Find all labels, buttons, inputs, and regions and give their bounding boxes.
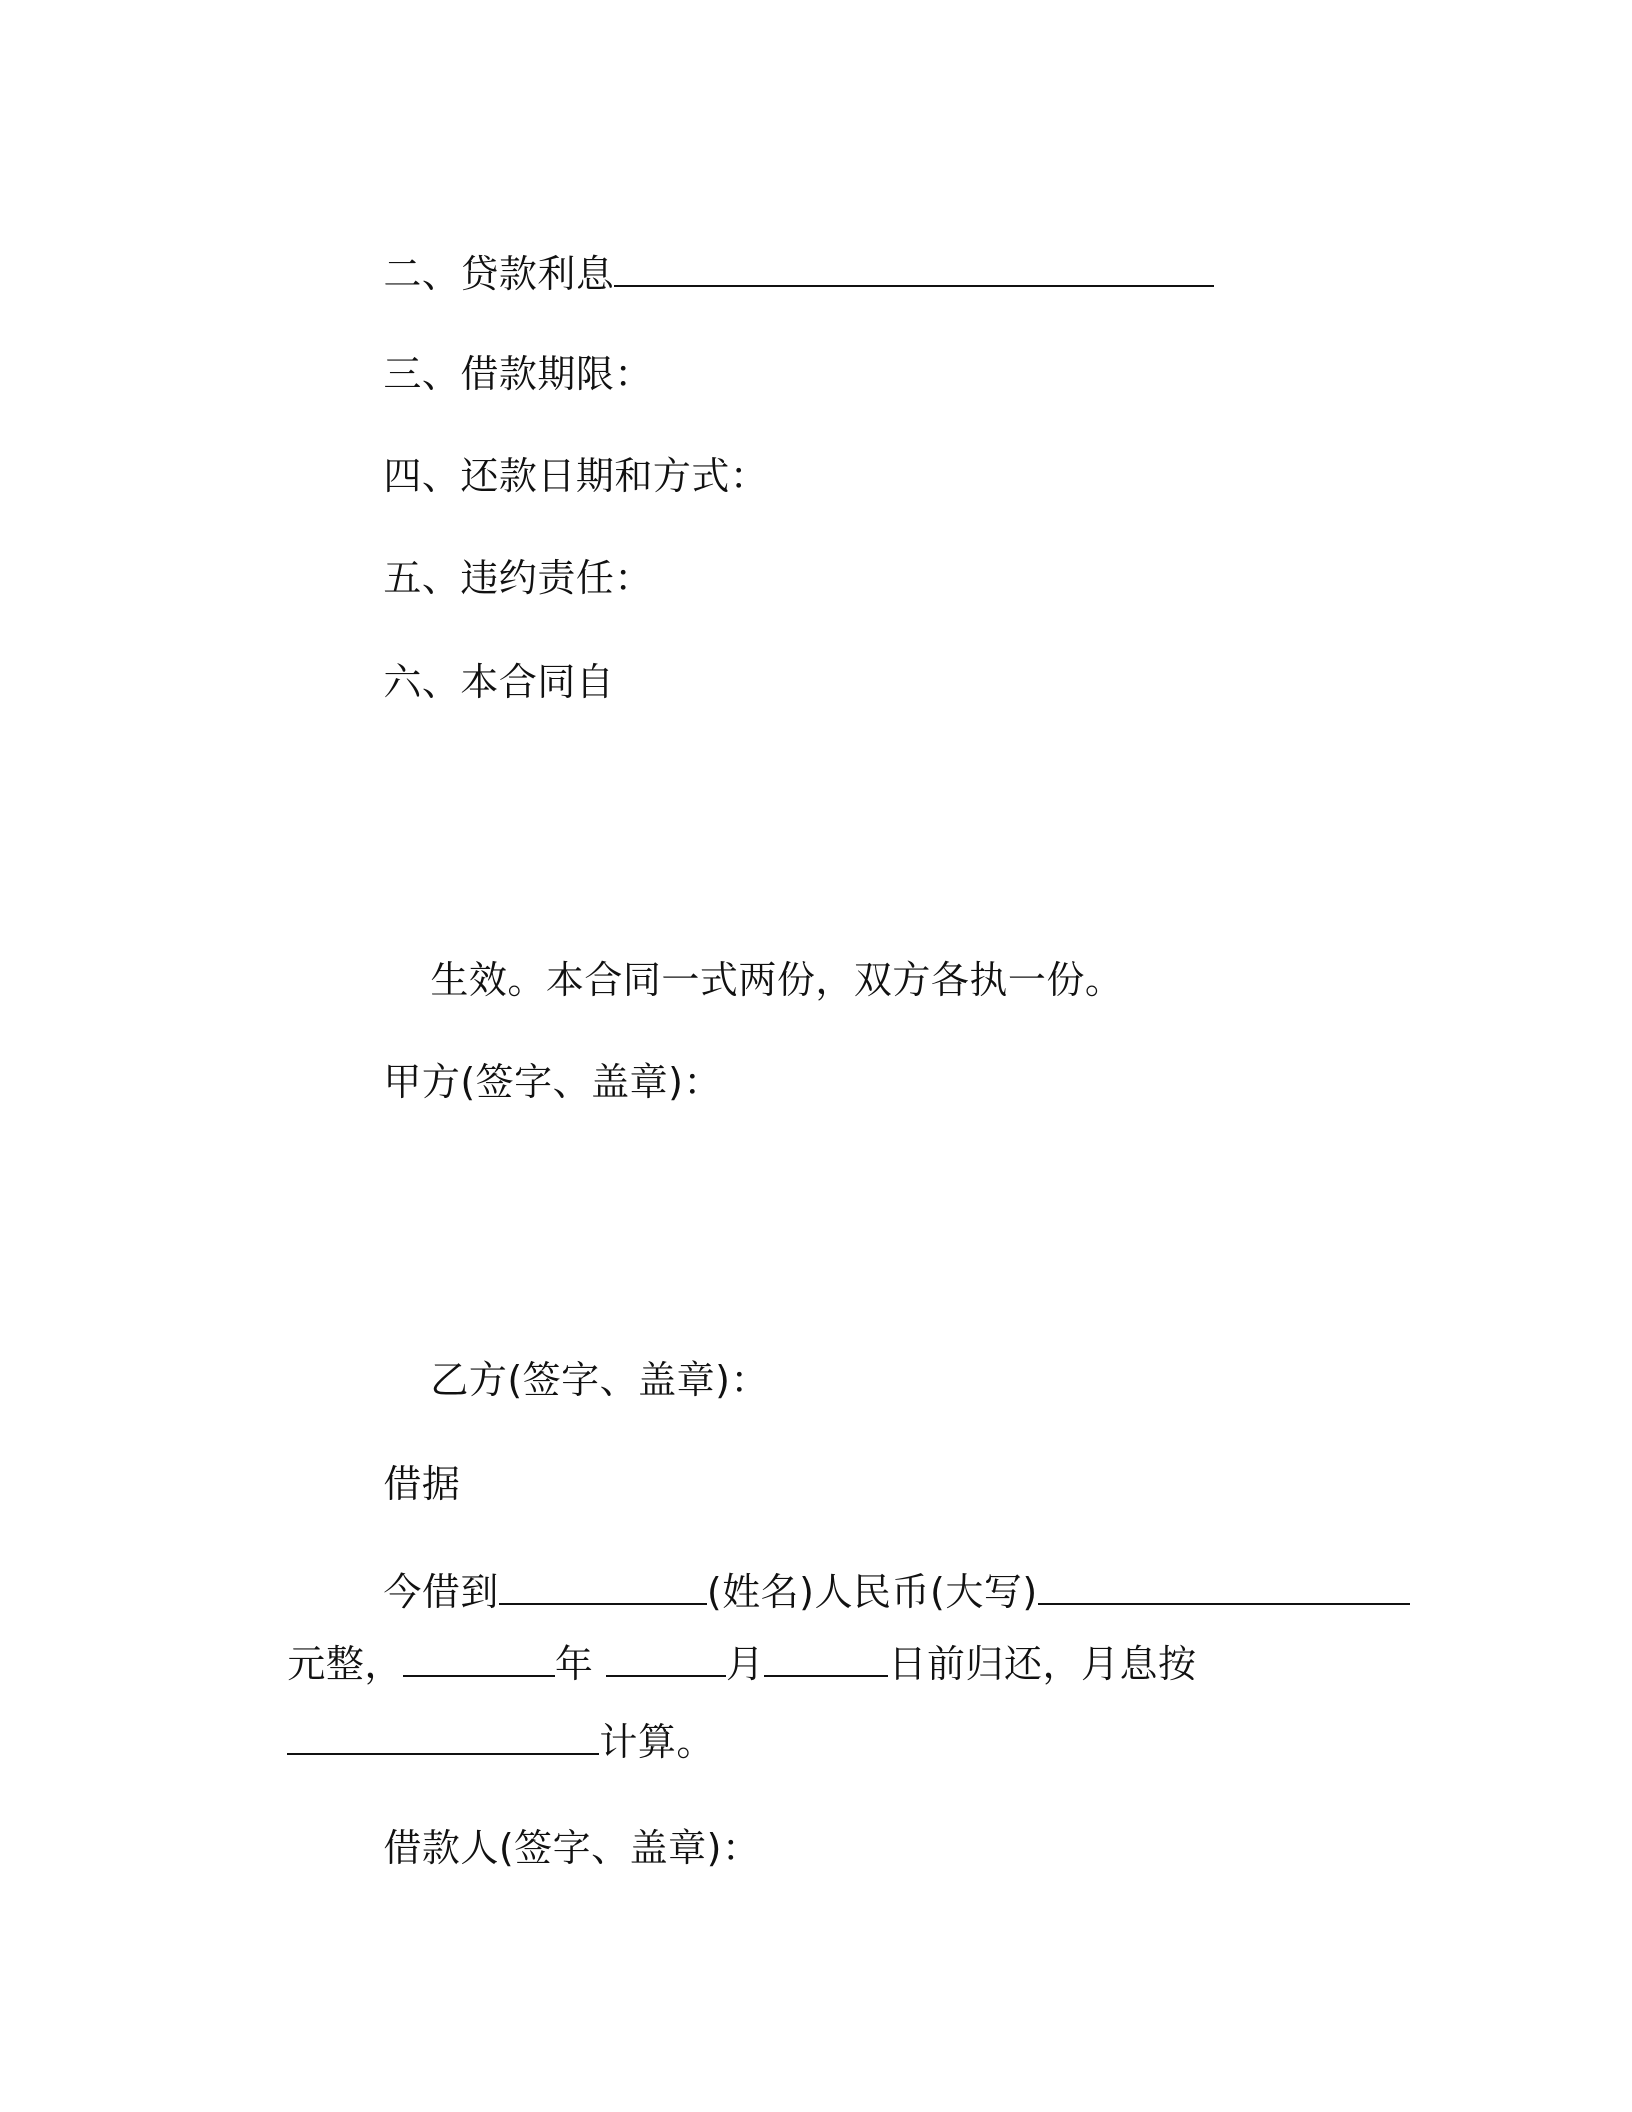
clause-term-label: 三、借款期限： bbox=[383, 352, 653, 396]
iou-suffix: 计算。 bbox=[599, 1720, 715, 1764]
interest-blank-field[interactable] bbox=[614, 249, 1214, 287]
iou-prefix: 今借到 bbox=[383, 1570, 499, 1614]
clause-effect bbox=[333, 604, 614, 760]
monthly-interest-field[interactable] bbox=[287, 1717, 599, 1755]
iou-name-hint: (姓名)人民币(大写) bbox=[706, 1570, 1038, 1614]
party-a-label: 甲方(签字、盖章)： bbox=[383, 1060, 722, 1104]
borrower-signature-label: 借款人(签字、盖章)： bbox=[383, 1826, 761, 1870]
borrower-signature bbox=[333, 1770, 760, 1926]
clause-liability-label: 五、违约责任： bbox=[383, 556, 653, 600]
repay-day-field[interactable] bbox=[764, 1639, 888, 1677]
clause-interest-label: 二、贷款利息 bbox=[383, 252, 615, 296]
iou-yuan: 元整， bbox=[287, 1642, 403, 1686]
iou-year: 年 bbox=[554, 1642, 594, 1686]
clause-effect-cont: 生效。本合同一式两份，双方各执一份。 bbox=[430, 958, 1124, 1002]
clause-effect-start: 六、本合同自 bbox=[383, 660, 615, 704]
iou-title-text: 借据 bbox=[383, 1462, 461, 1506]
signature-party-a bbox=[333, 1004, 722, 1160]
iou-day-suffix: 日前归还，月息按 bbox=[888, 1642, 1197, 1686]
party-b-label: 乙方(签字、盖章)： bbox=[430, 1358, 769, 1402]
iou-month: 月 bbox=[725, 1642, 765, 1686]
clause-repayment-label: 四、还款日期和方式： bbox=[383, 454, 769, 498]
